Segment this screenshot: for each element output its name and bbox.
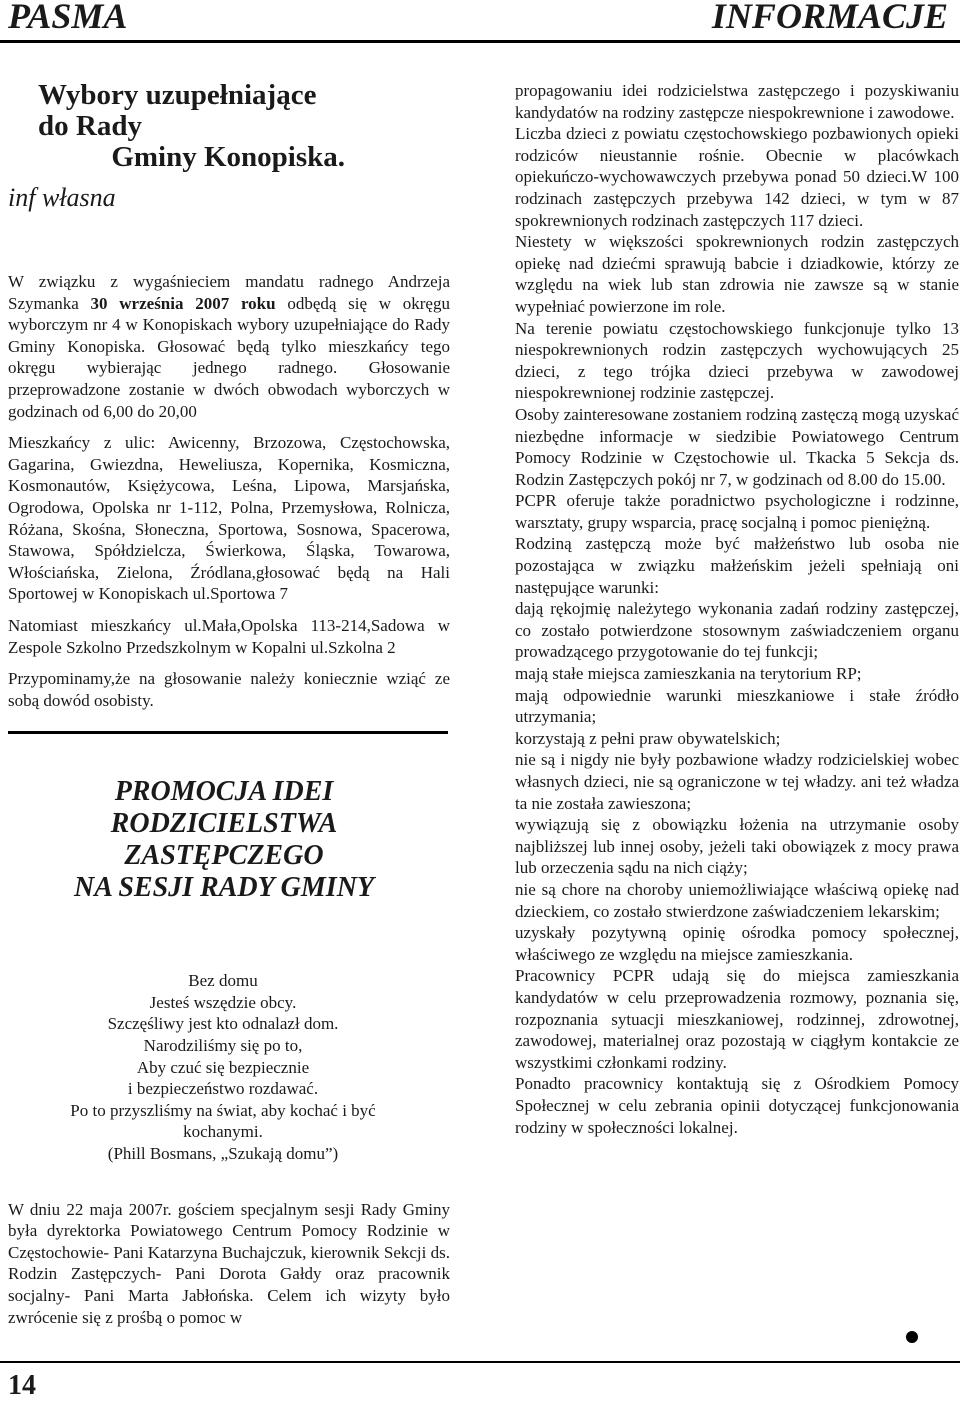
poem-line: i bezpieczeństwo rozdawać. — [127, 1079, 319, 1099]
second-district-paragraph: Natomiast mieszkańcy ul.Mała,Opolska 113-214,Sadowa w Zespole Szkolno Przedszkolnym w Kopalni ul.Szkolna 2 — [8, 615, 450, 657]
poem-line: kochanymi. — [183, 1122, 263, 1142]
requirement-item: wywiązują się z obowiązku łożenia na utrzymanie osoby najbliższej lub innej osoby, jeżeli taki obowiązek z mocy prawa lub orzeczenia sądu na nich ciąży; — [515, 815, 959, 878]
promo-title-line: NA SESJI RADY GMINY — [73, 872, 375, 904]
session-paragraph: W dniu 22 maja 2007r. gościem specjalnym sesji Rady Gminy była dyrektorka Powiatowego Centrum Pomocy Rodzinie w Częstochowie- Pani Katarzyna Buchajczuk, kierownik Sekcji ds. Rodzin Zastępczych- Pani Dorota Gałdy oraz pracownik socjalny- Pani Marta Jabłońska. Celem ich wizyty było zwrócenie się z prośbą o pomoc w — [8, 1199, 450, 1327]
article-title — [8, 80, 450, 173]
requirement-item: korzystają z pełni praw obywatelskich; — [515, 728, 781, 748]
right-paragraph: PCPR oferuje także poradnictwo psychologiczne i rodzinne, warsztaty, grupy wsparcia, pracę socjalną i pomoc pieniężną. — [515, 491, 959, 532]
right-paragraph: Osoby zainteresowane zostaniem rodziną zastęczą mogą uzyskać niezbędne informacje w siedzibie Powiatowego Centrum Pomocy Rodzinie w Częstochowie ul. Tkacka 5 Sekcja ds. Rodzin Zastępczych pokój nr 7, w godzinach od 8.00 do 15.00. — [515, 404, 959, 489]
right-paragraph: Ponadto pracownicy kontaktują się z Ośrodkiem Pomocy Społecznej w celu zebrania opinii dotyczącej funkcjonowania rodziny w społeczności lokalnej. — [515, 1074, 959, 1137]
election-date: 30 września 2007 roku — [90, 293, 276, 313]
promo-title — [8, 776, 450, 904]
requirement-item: uzyskały pozytywną opinię ośrodka pomocy społecznej, właściwego ze względu na miejsce zamieszkania. — [515, 923, 959, 964]
promo-title-line: ZASTĘPCZEGO — [124, 840, 324, 872]
promo-title-line: RODZICIELSTWA — [110, 808, 338, 840]
right-column — [515, 80, 959, 1138]
poem-line: Po to przyszliśmy na świat, aby kochać i być — [70, 1100, 376, 1120]
footer-divider — [0, 1361, 960, 1363]
article-paragraph — [8, 271, 450, 422]
page-number: 14 — [8, 1370, 36, 1401]
requirement-item: nie są chore na choroby uniemożliwiające właściwą opiekę nad dzieckiem, co zostało stwierdzone zaświadczeniem lekarskim; — [515, 879, 959, 921]
byline: inf własna — [8, 183, 116, 212]
page-header — [0, 0, 960, 43]
right-paragraph: Niestety w większości spokrewnionych rodzin zastępczych opiekę nad dziećmi sprawują babcie i dziadkowie, którzy ze względu na wiek lub stan zdrowia nie zawsze są w stanie wypełniać powierzone im role. — [515, 232, 959, 316]
header-section-right: INFORMACJE — [711, 0, 948, 36]
requirement-item: nie są i nigdy nie były pozbawione władzy rodzicielskiej wobec własnych dzieci, nie są ograniczone w tej władzy. ani też władza ta nie została zawieszona; — [515, 750, 959, 813]
article-title-line2: Gminy Konopiska. — [111, 141, 345, 173]
poem-line: Jesteś wszędzie obcy. — [149, 992, 297, 1012]
section-divider — [8, 731, 448, 734]
requirement-item: mają odpowiednie warunki mieszkaniowe i stałe źródło utrzymania; — [515, 685, 959, 727]
article-title-line1: Wybory uzupełniające do Rady — [38, 79, 317, 142]
article-paragraph-start: W związku z wygaśnieciem mandatu radnego Andrzeja Szymanka — [8, 272, 450, 313]
end-of-article-dot — [906, 1331, 918, 1343]
right-paragraph: propagowaniu idei rodzicielstwa zastępczego i pozyskiwaniu kandydatów na rodziny zastępcze niespokrewnione i zawodowe. — [515, 81, 959, 122]
right-paragraph: Pracownicy PCPR udają się do miejsca zamieszkania kandydatów w celu przeprowadzenia rozmowy, poznania się, rozpoznania sytuacji mieszkaniowej, rodzinnej, zdrowotnej, zawodowej, materialnej oraz pozostają w ciągłym kontakcie ze wszystkimi członkami rodziny. — [515, 966, 959, 1072]
poem-line: Bez domu — [188, 971, 258, 991]
right-paragraph: Liczba dzieci z powiatu częstochowskiego pozbawionych opieki rodziców nieustannie rośnie. Obecnie w placówkach opiekuńczo-wychowawczych przebywa ponad 50 dzieci.W 100 rodzinach zastępczych przebywa 142 dzieci, w tym w 87 spokrewnionych rodzinach zastępczych 117 dzieci. — [515, 124, 959, 230]
poem — [8, 970, 450, 1164]
right-paragraph: Na terenie powiatu częstochowskiego funkcjonuje tylko 13 niespokrewnionych rodzin zastępczych wychowujących 25 dzieci, z tego trójka dzieci przebywa w zawodowej niespokrewnionej rodzinie zastępczej. — [515, 318, 959, 403]
left-column — [8, 80, 450, 1338]
article-paragraph-end: odbędą się w okręgu wyborczym nr 4 w Konopiskach wybory uzupełniające do Rady Gminy Konopiska. Głosować będą tylko mieszkańcy tego okręgu wybierając jednego radnego. Głosowanie przeprowadzone zostanie w dwóch obwodach wyborczych w godzinach od 6,00 do 20,00 — [8, 293, 450, 421]
streets-paragraph: Mieszkańcy z ulic: Awicenny, Brzozowa, Częstochowska, Gagarina, Gwiezdna, Heweliusza, Kopernika, Kosmiczna, Kosmonautów, Księżycowa, Leśna, Lipowa, Marsjańska, Ogrodowa, Opolska nr 1-112, Polna, Przemysłowa, Rolnicza, Różana, Skośna, Słoneczna, Sportowa, Sosnowa, Spacerowa, Stawowa, Spółdzielcza, Świerkowa, Śląska, Towarowa, Włościańska, Zielona, Źródlana,głosować będą na Hali Sportowej w Konopiskach ul.Sportowa 7 — [8, 433, 450, 604]
poem-line: Narodziliśmy się po to, — [143, 1036, 303, 1056]
poem-attribution: (Phill Bosmans, „Szukają domu”) — [107, 1144, 339, 1164]
requirement-item: mają stałe miejsca zamieszkania na terytorium RP; — [515, 664, 862, 684]
header-section-left: PASMA — [8, 0, 128, 36]
poem-line: Aby czuć się bezpiecznie — [136, 1057, 310, 1077]
right-paragraph: Rodziną zastępczą może być małżeństwo lub osoba nie pozostająca w związku małżeńskim jeżeli spełniają oni następujące warunki: — [515, 534, 959, 597]
reminder-paragraph: Przypominamy,że na głosowanie należy koniecznie wziąć ze sobą dowód osobisty. — [8, 669, 450, 710]
promo-title-line: PROMOCJA IDEI — [114, 776, 334, 808]
poem-line: Szczęśliwy jest kto odnalazł dom. — [107, 1014, 339, 1034]
requirement-item: dają rękojmię należytego wykonania zadań rodziny zastępczej, co zostało potwierdzone stosownym zaświadczeniem organu prowadzącego przygotowanie do tej funkcji; — [515, 599, 959, 662]
